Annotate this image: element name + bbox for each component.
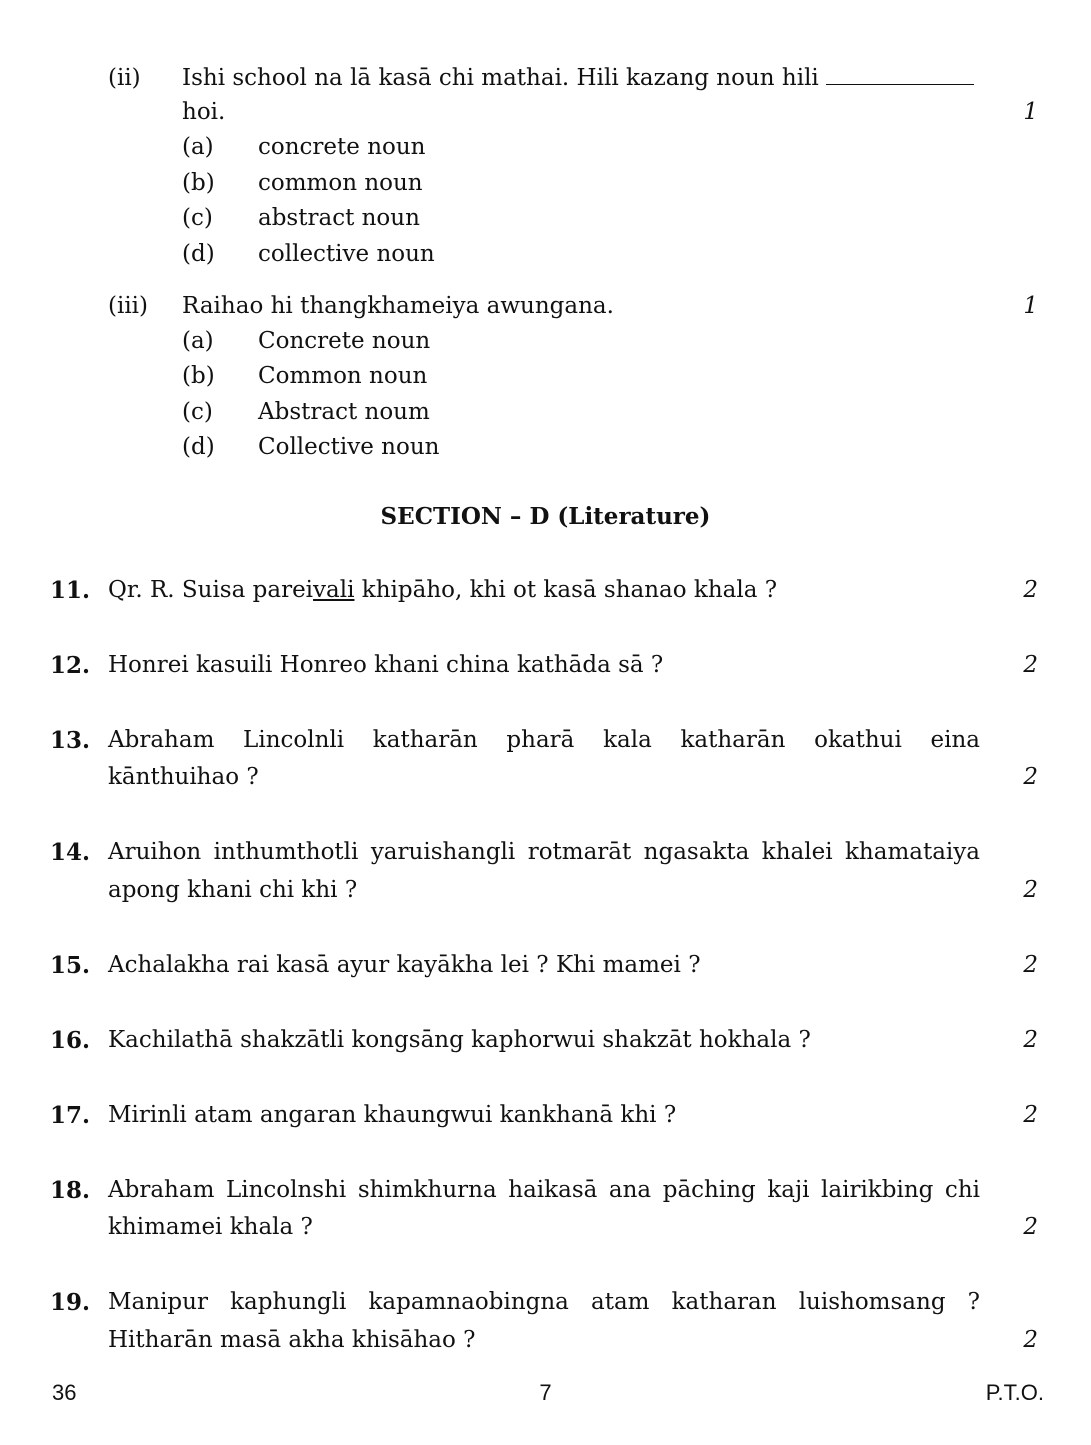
section-heading: SECTION – D (Literature) <box>380 503 711 530</box>
subquestion-number: (ii) <box>108 65 141 91</box>
question-text: Honrei kasuili Honreo khani china kathāda sā ? <box>108 652 664 678</box>
question-number: 16. <box>50 1027 91 1054</box>
question-text <box>108 572 980 609</box>
subquestion-number: (iii) <box>108 293 149 319</box>
question-text: Aruihon inthumthotli yaruishangli rotmarāt ngasakta khalei khamataiya <box>108 839 980 865</box>
option-text: concrete noun <box>258 134 426 160</box>
question-number: 19. <box>50 1289 91 1316</box>
question-text-part: Qr. R. Suisa parei <box>108 577 314 603</box>
option-text: collective noun <box>258 241 435 267</box>
option-text: Concrete noun <box>258 328 431 354</box>
option-label: (b) <box>182 363 215 389</box>
question-text-part: khipāho, khi ot kasā shanao khala ? <box>354 577 778 603</box>
underlined-word: vali <box>313 577 355 603</box>
question-text: khimamei khala ? <box>108 1214 313 1240</box>
marks: 1 <box>1023 293 1038 319</box>
option-label: (d) <box>182 434 215 460</box>
marks: 2 <box>1023 877 1038 903</box>
option-text: Common noun <box>258 363 428 389</box>
marks: 2 <box>1023 652 1038 678</box>
marks: 2 <box>1023 1327 1038 1353</box>
marks: 1 <box>1023 99 1038 125</box>
option-text: Abstract noum <box>258 399 430 425</box>
question-text: kānthuihao ? <box>108 764 259 790</box>
question-number: 18. <box>50 1177 91 1204</box>
marks: 2 <box>1023 1027 1038 1053</box>
answer-blank <box>826 64 974 85</box>
subquestion-line: hoi. <box>182 99 226 125</box>
paper-code: 36 <box>52 1380 77 1405</box>
question-number: 12. <box>50 652 91 679</box>
question-number: 13. <box>50 727 91 754</box>
marks: 2 <box>1023 764 1038 790</box>
question-number: 11. <box>50 577 91 604</box>
question-text: Mirinli atam angaran khaungwui kankhanā khi ? <box>108 1102 677 1128</box>
option-text: common noun <box>258 170 423 196</box>
option-text: Collective noun <box>258 434 440 460</box>
option-label: (a) <box>182 134 214 160</box>
question-text: Manipur kaphungli kapamnaobingna atam katharan luishomsang ? <box>108 1289 980 1315</box>
question-text: Kachilathā shakzātli kongsāng kaphorwui shakzāt hokhala ? <box>108 1027 811 1053</box>
marks: 2 <box>1023 1214 1038 1240</box>
option-label: (a) <box>182 328 214 354</box>
marks: 2 <box>1023 577 1038 603</box>
subquestion-text <box>182 60 980 97</box>
marks: 2 <box>1023 1102 1038 1128</box>
option-label: (c) <box>182 399 213 425</box>
subquestion-line: Raihao hi thangkhameiya awungana. <box>182 293 614 319</box>
question-text: Abraham Lincolnli katharān pharā kala katharān okathui eina <box>108 727 980 753</box>
option-text: abstract noun <box>258 205 420 231</box>
option-label: (d) <box>182 241 215 267</box>
question-text: Achalakha rai kasā ayur kayākha lei ? Khi mamei ? <box>108 952 701 978</box>
question-number: 17. <box>50 1102 91 1129</box>
question-text: apong khani chi khi ? <box>108 877 358 903</box>
option-label: (c) <box>182 205 213 231</box>
question-text: Abraham Lincolnshi shimkhurna haikasā ana pāching kaji lairikbing chi <box>108 1177 980 1203</box>
pto-label: P.T.O. <box>985 1380 1044 1405</box>
question-text: Hitharān masā akha khisāhao ? <box>108 1327 476 1353</box>
subquestion-line: Ishi school na lā kasā chi mathai. Hili kazang noun hili <box>182 65 819 91</box>
question-number: 14. <box>50 839 91 866</box>
question-number: 15. <box>50 952 91 979</box>
marks: 2 <box>1023 952 1038 978</box>
page-number: 7 <box>539 1380 552 1405</box>
option-label: (b) <box>182 170 215 196</box>
